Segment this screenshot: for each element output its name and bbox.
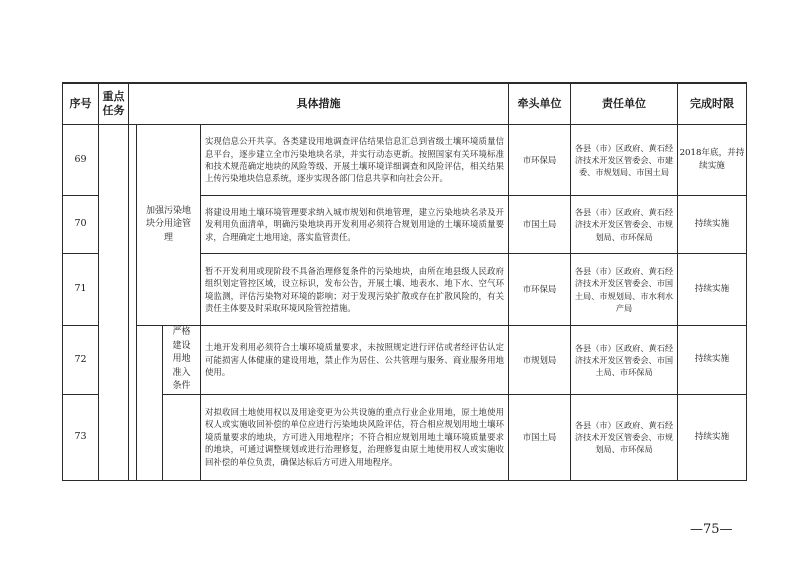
responsible-units: 各县（市）区政府、黄石经济技术开发区管委会、市国土局、市环保局 [571,326,678,395]
responsible-units: 各县（市）区政府、黄石经济技术开发区管委会、市建委、市规划局、市国土局 [571,125,678,196]
lead-unit: 市国土局 [509,196,571,254]
lead-unit: 市环保局 [509,254,571,326]
responsible-units: 各县（市）区政府、黄石经济技术开发区管委会、市规划局、市环保局 [571,196,678,254]
responsible-units: 各县（市）区政府、黄石经济技术开发区管委会、市国土局、市规划局、市水利水产局 [571,254,678,326]
group-cell [129,125,137,481]
row-number: 72 [63,326,99,395]
deadline: 持续实施 [678,326,747,395]
measure-text: 暂不开发利用或现阶段不具备治理修复条件的污染地块，由所在地县级人民政府组织划定管控区域，设立标识，发布公告，开展土壤、地表水、地下水、空气环境监测，评估污染物对环境的影响；对于发现污染扩散或存在扩散风险的，有关责任主体要及时采取环境风险管控措施。 [201,254,509,326]
header-measures: 具体措施 [129,83,509,125]
subcategory-spacer [137,326,163,481]
subcategory-a: 加强污染地块分用途管理 [137,125,201,326]
header-lead: 牵头单位 [509,83,571,125]
row-number: 69 [63,125,99,196]
lead-unit: 市国土局 [509,394,571,480]
responsible-units: 各县（市）区政府、黄石经济技术开发区管委会、市规划局、市环保局 [571,394,678,480]
header-responsible: 责任单位 [571,83,678,125]
deadline: 持续实施 [678,254,747,326]
row-number: 70 [63,196,99,254]
header-no: 序号 [63,83,99,125]
header-task: 重点任务 [99,83,129,125]
measure-text: 将建设用地土壤环境管理要求纳入城市规划和供地管理，建立污染地块名录及开发利用负面清单，明确污染地块再开发利用必须符合规划用途的土壤环境质量要求，合理确定土地用途，落实监管责任。 [201,196,509,254]
measures-table [62,82,747,481]
lead-unit: 市环保局 [509,125,571,196]
header-deadline: 完成时限 [678,83,747,125]
measure-text: 实现信息公开共享。各类建设用地调查评估结果信息汇总到省级土壤环境质量信息平台，逐步建立全市污染地块名录，并实行动态更新。按照国家有关环境标准和技术规范确定地块的风险等级、开展土壤环境详细调查和风险评估，相关结果上传污染地块信息系统，逐步实现各部门信息共享和向社会公开。 [201,125,509,196]
task-cell [99,125,129,481]
subcategory-b: 严格建设用地准入条件 [163,326,201,395]
row-number: 71 [63,254,99,326]
empty-cell [163,394,201,480]
row-number: 73 [63,394,99,480]
lead-unit: 市规划局 [509,326,571,395]
table-row [63,125,747,196]
measure-text: 对拟收回土地使用权以及用途变更为公共设施的重点行业企业用地，原土地使用权人或实施收回补偿的单位应进行污染地块风险评估，符合相应规划用地土壤环境质量要求的地块，方可进入用地程序；不符合相应规划用地土壤环境质量要求的地块，可通过调整规划或进行治理修复，治理修复由原土地使用权人或实施收回补偿的单位负责，确保达标后方可进入用地程序。 [201,394,509,480]
deadline: 持续实施 [678,196,747,254]
deadline: 2018年底，并持续实施 [678,125,747,196]
table-row [63,326,747,395]
table-row [63,394,747,480]
deadline: 持续实施 [678,394,747,480]
measure-text: 土地开发利用必须符合土壤环境质量要求，未按照规定进行评估或者经评估认定可能损害人体健康的建设用地，禁止作为居住、公共管理与服务、商业服务用地使用。 [201,326,509,395]
page-number: —75— [690,522,733,537]
